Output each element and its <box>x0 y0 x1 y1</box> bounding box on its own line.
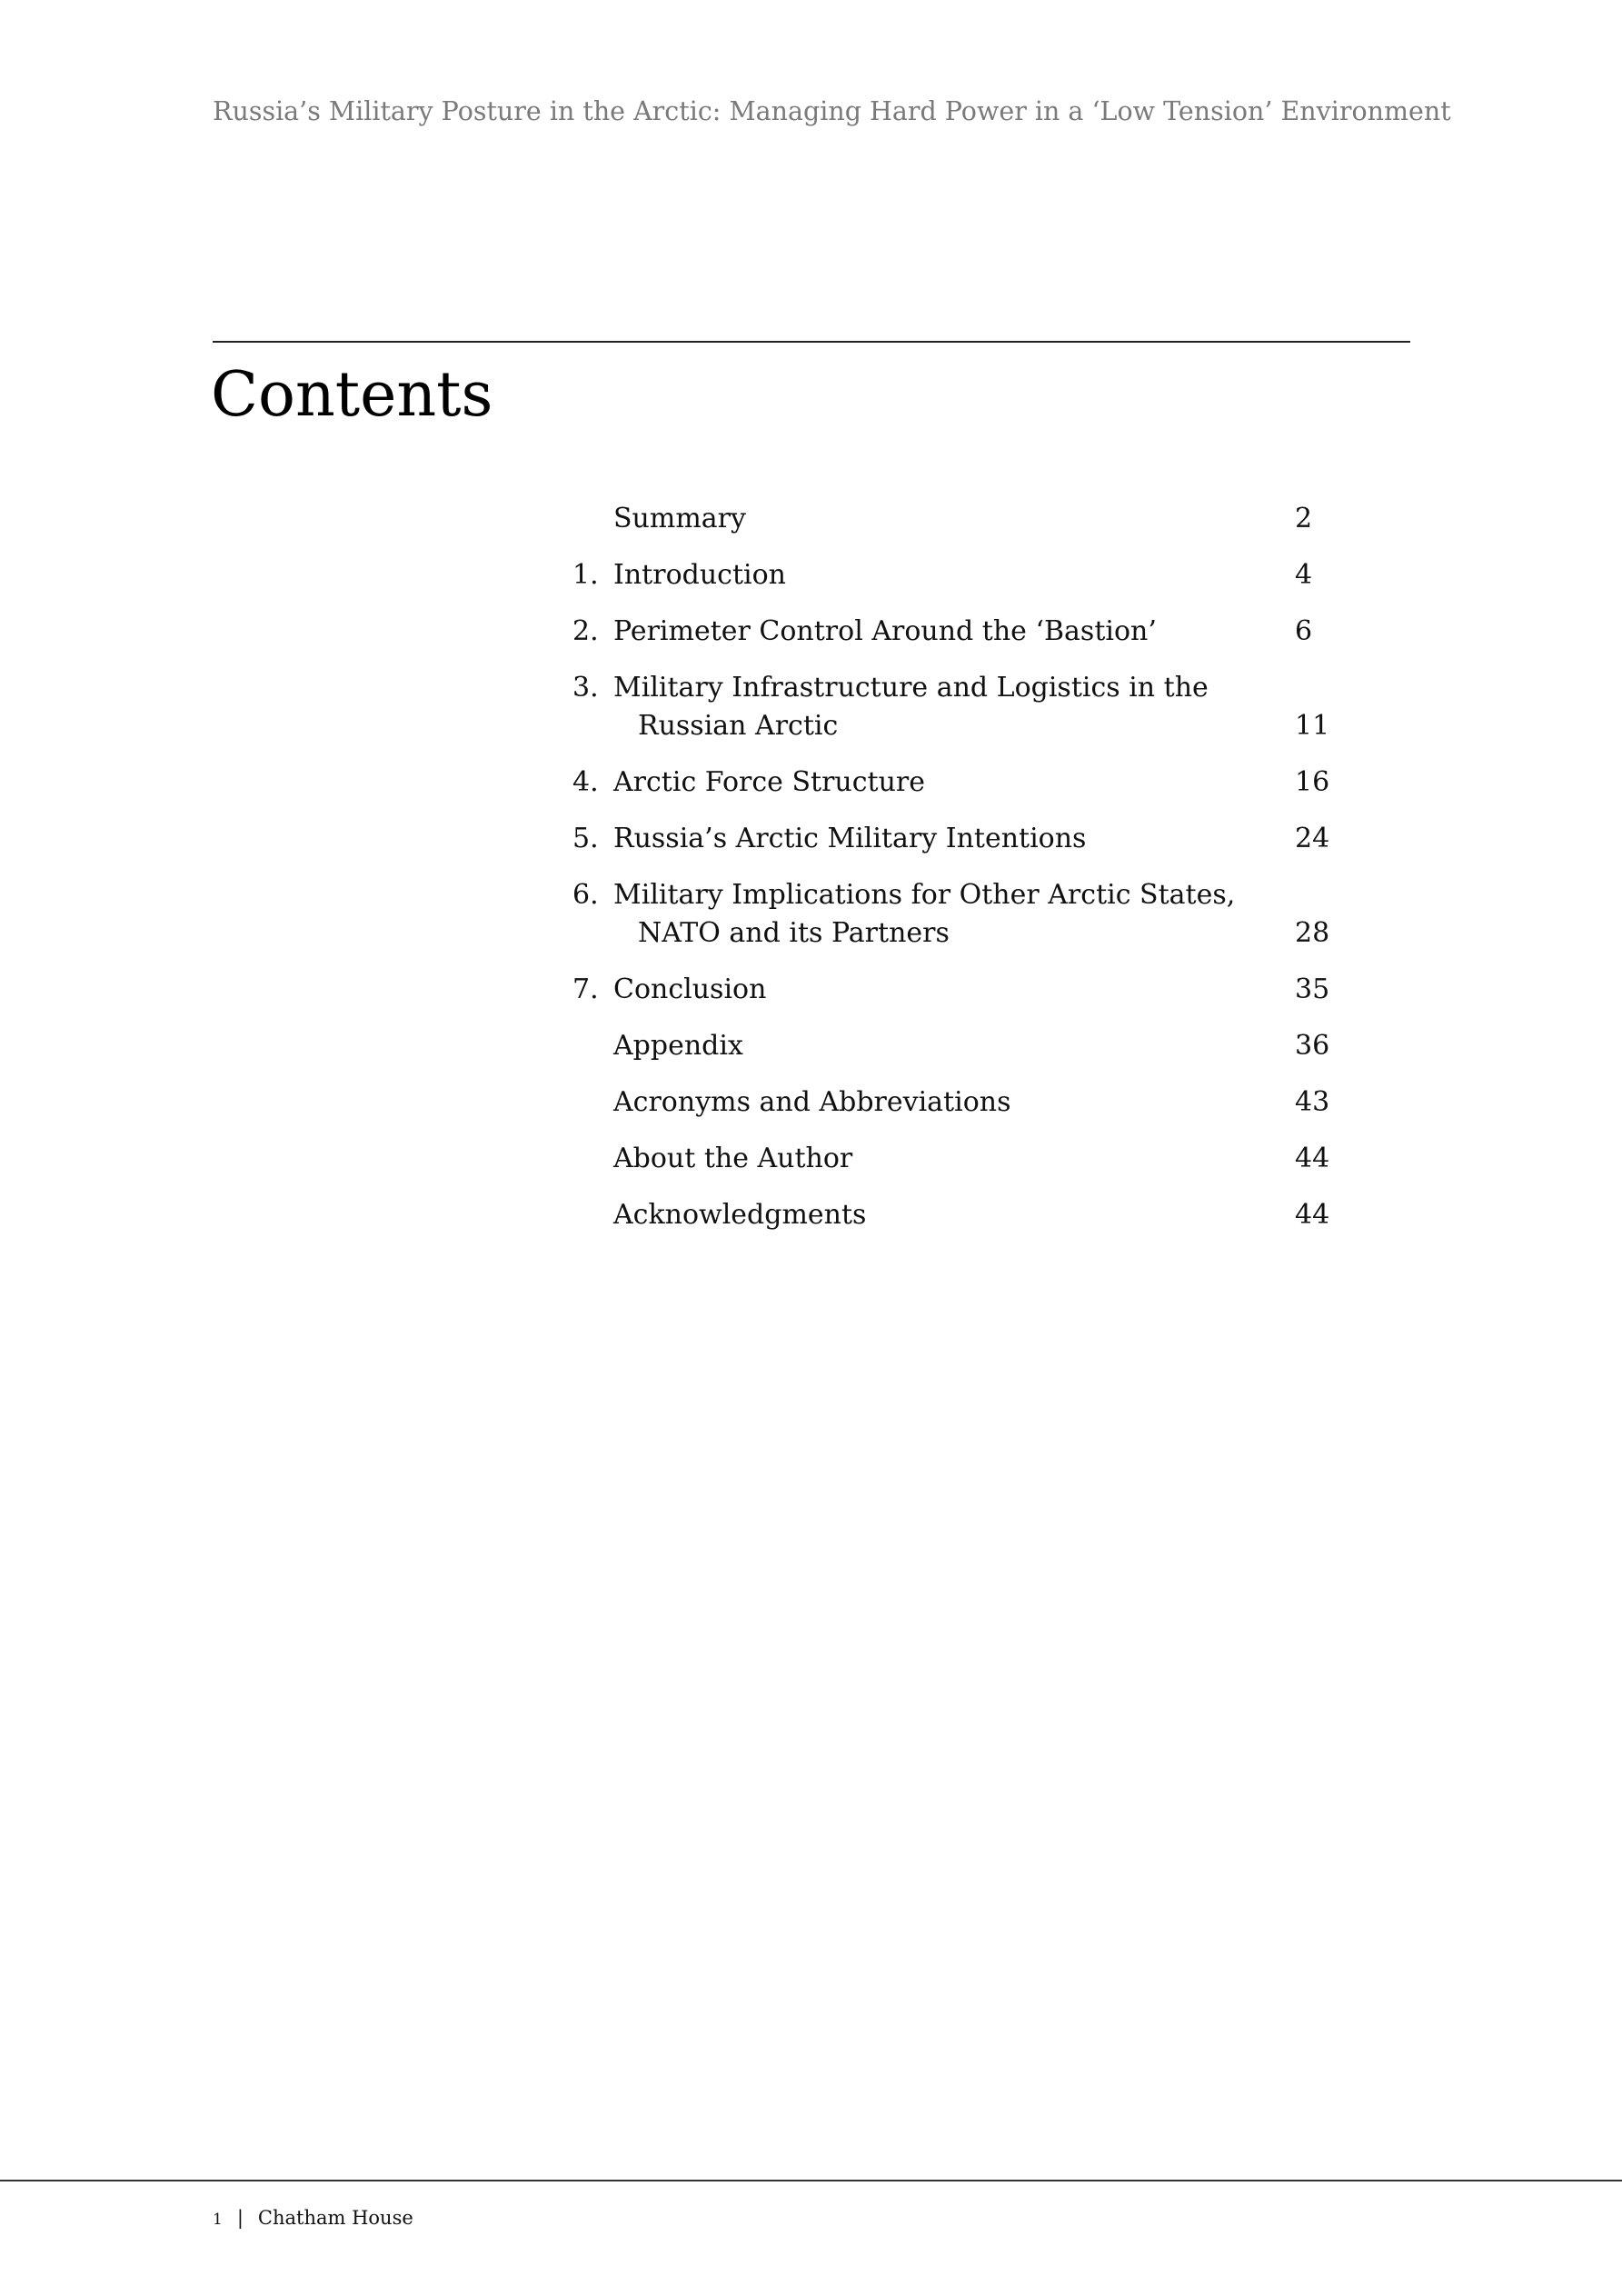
footer-page-number: 1 <box>213 2211 223 2229</box>
toc-entry[interactable] <box>572 764 1336 802</box>
toc-entry[interactable] <box>572 500 1336 538</box>
toc-entry-title-line: Acknowledgments <box>613 1199 867 1231</box>
toc-entry-title-line: About the Author <box>613 1143 853 1174</box>
toc-entry-title-line: NATO and its Partners <box>638 917 950 949</box>
toc-entry-page: 44 <box>1295 1143 1330 1174</box>
toc-entry-title-line: Russian Arctic <box>638 710 839 742</box>
page-footer <box>213 2207 413 2229</box>
toc-entry[interactable] <box>572 1083 1336 1122</box>
toc-entry-page: 28 <box>1295 917 1330 949</box>
toc-entry-title-line: Perimeter Control Around the ‘Bastion’ <box>613 615 1157 647</box>
toc-entry-page: 16 <box>1295 766 1330 798</box>
toc-entry[interactable] <box>572 1196 1336 1234</box>
table-of-contents <box>572 500 1336 1253</box>
toc-entry-page: 6 <box>1295 615 1313 647</box>
toc-entry-title <box>613 1083 1195 1122</box>
toc-entry-title-line: Appendix <box>613 1030 743 1062</box>
toc-entry-page: 11 <box>1295 710 1330 742</box>
toc-entry-title <box>613 1027 1195 1065</box>
toc-entry-title-line: Military Infrastructure and Logistics in the <box>613 672 1209 704</box>
toc-entry-title-line: Military Implications for Other Arctic States, <box>613 879 1236 911</box>
toc-entry-title <box>613 669 1209 745</box>
toc-entry-number: 4. <box>572 766 599 798</box>
toc-entry-page: 36 <box>1295 1030 1330 1062</box>
toc-entry-number: 7. <box>572 973 599 1005</box>
toc-entry[interactable] <box>572 971 1336 1009</box>
toc-entry[interactable] <box>572 876 1336 953</box>
toc-entry-title-line: Summary <box>613 503 746 534</box>
toc-entry-title <box>613 764 1195 802</box>
toc-entry-number: 2. <box>572 615 599 647</box>
toc-entry[interactable] <box>572 613 1336 651</box>
toc-entry[interactable] <box>572 820 1336 858</box>
toc-entry-title-line: Russia’s Arctic Military Intentions <box>613 823 1087 854</box>
running-header: Russia’s Military Posture in the Arctic: Managing Hard Power in a ‘Low Tension’ Environment <box>213 96 1451 126</box>
toc-entry-title <box>613 500 1195 538</box>
toc-entry[interactable] <box>572 556 1336 594</box>
toc-entry-title-line: Arctic Force Structure <box>613 766 926 798</box>
toc-entry-title <box>613 1140 1195 1178</box>
toc-entry-title-line: Introduction <box>613 559 786 591</box>
toc-entry-number: 5. <box>572 823 599 854</box>
toc-entry-page: 24 <box>1295 823 1330 854</box>
toc-entry-number: 6. <box>572 879 599 911</box>
toc-entry-number: 3. <box>572 672 599 704</box>
toc-entry-title <box>613 556 1195 594</box>
toc-entry-page: 43 <box>1295 1086 1330 1118</box>
footer-separator: | <box>236 2207 244 2229</box>
toc-entry-title <box>613 876 1236 953</box>
toc-entry[interactable] <box>572 1027 1336 1065</box>
title-divider <box>213 341 1410 343</box>
toc-entry-title <box>613 1196 1195 1234</box>
toc-entry-title <box>613 971 1195 1009</box>
toc-entry-page: 44 <box>1295 1199 1330 1231</box>
toc-entry-page: 35 <box>1295 973 1330 1005</box>
toc-entry-title <box>613 820 1195 858</box>
toc-entry-page: 2 <box>1295 503 1313 534</box>
toc-entry-title-line: Conclusion <box>613 973 767 1005</box>
toc-entry-title-line: Acronyms and Abbreviations <box>613 1086 1011 1118</box>
toc-entry[interactable] <box>572 669 1336 745</box>
footer-publisher: Chatham House <box>257 2207 413 2229</box>
toc-entry-number: 1. <box>572 559 599 591</box>
toc-entry-page: 4 <box>1295 559 1313 591</box>
page-title: Contents <box>211 359 493 431</box>
footer-divider <box>0 2180 1622 2181</box>
toc-entry-title <box>613 613 1195 651</box>
toc-entry[interactable] <box>572 1140 1336 1178</box>
